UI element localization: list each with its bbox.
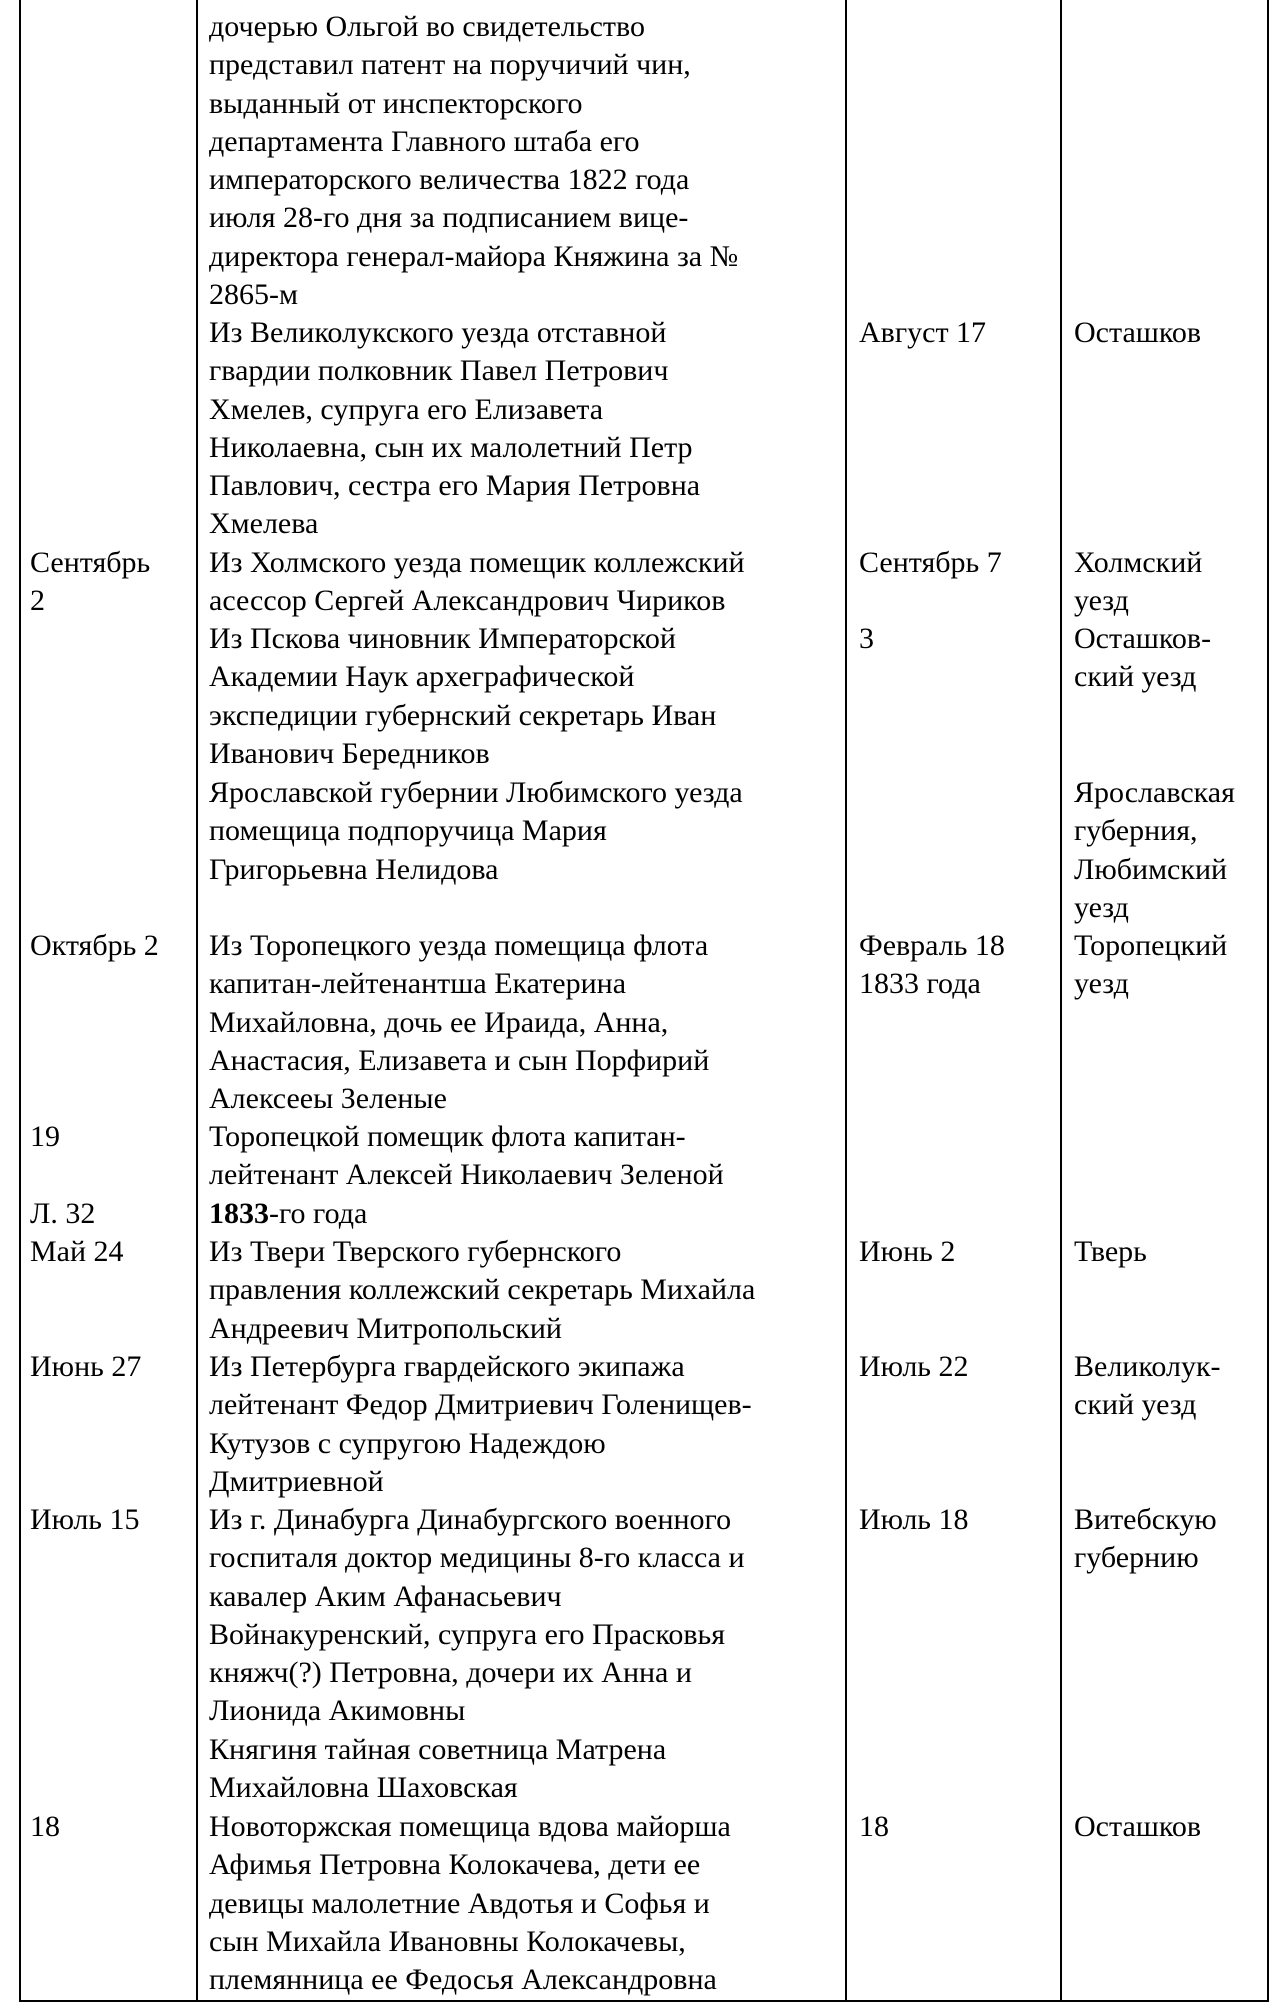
destination: Холмский уезд bbox=[1074, 546, 1203, 618]
entry-text: дочерью Ольгой во свидетельство представил патент на поручичий чин, выданный от инспекторского департамента Главного штаба его императорского величества 1822 года июля 28-го дня за подписанием вице- директора генерал-майора Княжина за № 2865-м bbox=[209, 10, 739, 312]
arrival-date: 18 bbox=[30, 1810, 60, 1843]
destination: Осташков- ский уезд bbox=[1074, 622, 1212, 694]
destination: Великолук- ский уезд bbox=[1074, 1350, 1221, 1422]
destination: Осташков bbox=[1074, 316, 1202, 349]
entry-text: Из Великолукского уезда отставной гвардии полковник Павел Петрович Хмелев, супруга его Елизавета Николаевна, сын их малолетний Петр Павлович, сестра его Мария Петровна Хмелева bbox=[209, 316, 701, 541]
destination: Тверь bbox=[1074, 1235, 1147, 1268]
entry-text: Княгиня тайная советница Матрена Михайловна Шаховская bbox=[209, 1733, 667, 1805]
departure-date: 18 bbox=[859, 1810, 889, 1843]
entry-text: Из Холмского уезда помещик коллежский асессор Сергей Александрович Чириков bbox=[209, 546, 745, 618]
departure-date: Август 17 bbox=[859, 316, 987, 349]
arrival-date: 19 bbox=[30, 1120, 60, 1153]
departure-date: Июль 18 bbox=[859, 1503, 969, 1536]
column-divider bbox=[845, 0, 847, 2002]
year-heading bbox=[209, 1195, 839, 1233]
destination: Осташков bbox=[1074, 1810, 1202, 1843]
entry-text: Ярославской губернии Любимского уезда помещица подпоручица Мария Григорьевна Нелидова bbox=[209, 776, 743, 886]
entry-text: Из г. Динабурга Динабургского военного госпиталя доктор медицины 8-го класса и кавалер Аким Афанасьевич Войнакуренский, супруга его Прасковья княжч(?) Петровна, дочери их Анна и Лионида Акимовны bbox=[209, 1503, 745, 1728]
arrival-date: Сентябрь 2 bbox=[30, 546, 151, 618]
year-heading-bold: 1833 bbox=[209, 1197, 269, 1230]
entry-text: Из Торопецкого уезда помещица флота капитан-лейтенантша Екатерина Михайловна, дочь ее Ираида, Анна, Анастасия, Елизавета и сын Порфирий Алексееы Зеленые bbox=[209, 929, 710, 1116]
column-divider bbox=[196, 0, 198, 2002]
arrival-date: Октябрь 2 bbox=[30, 929, 159, 962]
departure-date: Июнь 2 bbox=[859, 1235, 956, 1268]
year-heading-rest: -го года bbox=[269, 1197, 368, 1230]
entry-text: Новоторжская помещица вдова майорша Афимья Петровна Колокачева, дети ее девицы малолетние Авдотья и Софья и сын Михайла Ивановны Колокачевы, племянница ее Федосья Александровна bbox=[209, 1810, 731, 1997]
departure-date: Сентябрь 7 bbox=[859, 546, 1002, 579]
departure-date: Июль 22 bbox=[859, 1350, 969, 1383]
destination: Ярославская губерния, Любимский уезд bbox=[1074, 776, 1235, 924]
arrival-date: Июль 15 bbox=[30, 1503, 140, 1536]
entry-text: Из Пскова чиновник Императорской Академии Наук археграфической экспедиции губернский секретарь Иван Иванович Бередников bbox=[209, 622, 717, 770]
entry-text: Из Петербурга гвардейского экипажа лейтенант Федор Дмитриевич Голенищев- Кутузов с супругою Надеждою Дмитриевной bbox=[209, 1350, 752, 1498]
destination: Торопецкий уезд bbox=[1074, 929, 1228, 1001]
folio-marker: Л. 32 bbox=[30, 1197, 96, 1230]
entry-text: Торопецкой помещик флота капитан- лейтенант Алексей Николаевич Зеленой bbox=[209, 1120, 724, 1192]
entry-text: Из Твери Тверского губернского правления коллежский секретарь Михайла Андреевич Митропольский bbox=[209, 1235, 756, 1345]
departure-date: Февраль 18 1833 года bbox=[859, 929, 1005, 1001]
arrival-date: Май 24 bbox=[30, 1235, 124, 1268]
column-divider bbox=[1060, 0, 1062, 2002]
destination: Витебскую губернию bbox=[1074, 1503, 1217, 1575]
departure-date: 3 bbox=[859, 622, 874, 655]
arrival-date: Июнь 27 bbox=[30, 1350, 142, 1383]
